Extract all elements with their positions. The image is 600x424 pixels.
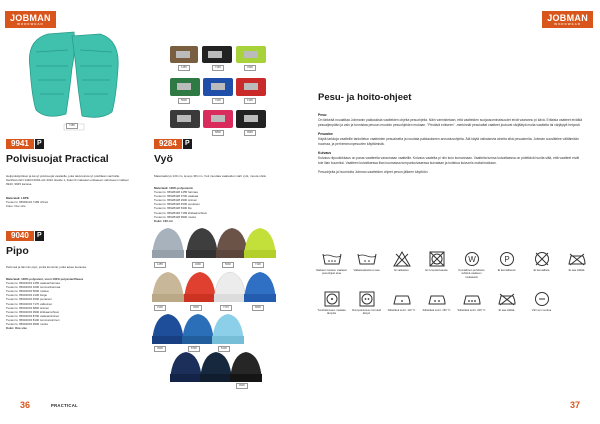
product-code: 9040 [6,231,34,241]
professional-wash-icon [355,290,379,307]
care-icon-label: Silitettävä enint. 200 °C [457,309,486,312]
belts-image [168,42,268,138]
practical-badge: P [35,139,44,149]
care-icon-cell [559,250,594,279]
tumble-dry-icon [425,250,449,267]
spec-line: Tuotenro: 65994104 7189 vihreä [6,200,48,205]
professional-clean-icon [460,250,484,267]
no-iron-dots-icon [495,290,519,307]
care-text-wash: On tärkeää noudattaa Jobmanin pakkauksia vaatteiden ohjeita pesuohjeita. Näin varmistetaan, että vaatteiden suojausominaisuudet eivät vaarannu pi kävä. Erilaisia vaatteet eivätkä pesuaijenpään ja vain ja tunnistaa pesuun muutoin pesuohjeiden mukaan. "Pestävä erikseen" -merkinnät pesukaltat vaatteet joutuvat värjäätyä muita vaatteita tai värjäytyä helposti. [318,118,583,127]
image-caption: 7193 [212,65,224,71]
image-caption: 1455 [154,262,166,268]
care-icon-label: Ei saa silittää [498,309,515,312]
image-caption: 6800 [212,130,224,136]
spec-line: Koko: 130 cm [154,218,173,223]
product-code-badge [6,231,44,241]
jobman-logo [5,11,56,28]
care-heading-detergent: Pesuaine [318,132,333,136]
logo-text: JOBMAN [10,13,51,23]
care-text-note: Pesuohjeita ja huomioita Jobman-vaatteiden ohjeet pesun jälkeen käyttöön. [318,170,429,174]
care-icons-row-1 [314,250,594,279]
care-icon-cell [489,290,524,316]
image-caption: 5600 [222,262,234,268]
knee-pads-image [26,28,122,133]
spec-line: Tuotenro: 65904003 4500 punainen [6,297,52,302]
image-caption: 1455 [178,65,190,71]
right-page [300,0,600,424]
spec-line: Tuotenro: 65904003 8700 vaaleansininen [6,313,60,318]
image-caption: 7200 [212,98,224,104]
svg-text:W: W [467,254,476,264]
image-caption: 2100 [154,305,166,311]
care-heading-drying: Kuivaus [318,151,332,155]
spec-line: Tuotenro: 65928428 3700 vaaleaa [154,194,199,199]
spec-line: Tuotenro: 65904003 7170 valkoinen [6,301,53,306]
spec-line: Materiaali: 100% polyesteriä [154,186,193,190]
care-icon-label: Tumblekuivaus matalaa lämpöä [317,309,346,316]
care-icon-cell [524,250,559,279]
logo-subtext: WORKWEAR [554,22,581,26]
care-icon-cell [454,290,489,316]
image-caption: 8700 [188,346,200,352]
spec-line: Tuotenro: 65904003 3900 kirkkaanvihreä [6,309,59,314]
care-icon-cell [419,250,454,279]
no-dry-clean-icon [530,250,554,267]
section-label: PRACTICAL [51,403,78,408]
care-heading-wash: Pesu: [318,113,328,117]
practical-badge: P [35,231,44,241]
image-caption: 5500 [178,98,190,104]
care-icon-cell [349,290,384,316]
product-title: Pipo [6,245,29,257]
care-icon-cell [524,290,559,316]
spec-line: Tuotenro: 65928428 9900 musta [154,214,196,219]
image-caption: 3900 [154,346,166,352]
care-icon-label: Ei kemiallisesti [497,269,516,272]
product-title: Vyö [154,153,173,165]
spec-line: Tuotenro: 65904003 1455 vaaleanharmaa [6,281,60,286]
wash-60-icon [320,250,344,267]
product-specs [6,277,83,330]
spec-line: Materiaali: LDPE [6,196,29,200]
spec-line: Tuotenro: 65928428 6300 lila [154,206,192,211]
product-specs [154,186,207,223]
image-caption: 7100 [252,262,264,268]
product-code-badge [6,139,44,149]
care-icon-label: Ei rumpukuivausta [425,269,448,272]
logo-text: JOBMAN [547,13,588,23]
care-icon-cell [314,250,349,279]
iron-200-icon [460,290,484,307]
care-icon-label: Vaatteen tuoteen vaatteen pesuohjeet aina [315,269,348,276]
image-caption: 6800 [252,305,264,311]
beanies-image [148,222,278,388]
care-icon-cell [384,250,419,279]
care-instructions-title: Pesu- ja hoito-ohjeet [318,92,412,103]
jobman-logo [542,11,593,28]
care-icon-label: Valkaisuainetta ei saa [353,269,380,272]
image-caption: 7189 [66,123,78,129]
spec-line: Tuotenro: 65904003 5600 ruskea [6,289,49,294]
iron-150-icon [425,290,449,307]
care-icon-cell [314,290,349,316]
spec-line: Koko: One size [6,326,27,331]
product-code: 9284 [154,139,182,149]
spec-line: Tuotenro: 65904003 3200 tummanharmaa [6,285,61,290]
product-code-badge [154,139,192,149]
image-caption: 9999 [244,130,256,136]
product-specs [6,196,48,208]
iron-110-icon [390,290,414,307]
care-text-drying: Kuivaus riipuukirkkaus on paras vaatteeita varaumaan vaatteille. Kuivaus vaatetta pi niin kuin kumannaan. Vaatteita tumsa kuivattaessa on pidettävä huolta siitä, että vaatteet eivät tule liian kuumiksi. Vaatteen kuivattaessa liian kuumassa tumpunkuivaaessa kuivataan ja kutistua kuivumis maksimoidaan. [318,156,580,165]
care-icon-cell [489,250,524,279]
care-icon-label: Rumpukuivaus normaali lämpö [352,309,381,316]
no-wring-icon [530,290,554,307]
care-icon-label: Ei kemiallista [533,269,550,272]
care-text-detergent: Käytä tarkkoja vaatteille tarkoitetun vaatteiden pesuaineita ja noudata pakkaukseen annostusohjeita. Älä käytä valkaisevia aineita eikä pesuaineita. Jobman suosittelee välttämään huomaa, ja perhemmunpesuvien käyttämistä. [318,137,579,146]
spec-line: Tuotenro: 65904003 9900 musta [6,322,48,327]
care-icon-label: Silitettävä enint. 110 °C [387,309,416,312]
image-caption: 9900 [236,383,248,389]
no-bleach-icon [390,250,414,267]
image-caption: 8100 [218,346,230,352]
product-description: Pehmeä ja lämmin pipo, jonka kuviointi, jotka tekee kuvassa. [6,265,87,269]
page-number: 36 [20,400,31,410]
wash-tumble-icon [320,290,344,307]
no-iron-icon [565,250,589,267]
spec-line: Tuotenro: 65904003 6800 sininen [6,305,50,310]
spec-line: Tuotenro: 65928428 2900 sininen [154,198,198,203]
spec-line: Materiaali: 100% polyesteri, vuori 100% polyesteri/fleece [6,277,84,281]
care-icon-label: Ei saa silittää [568,269,585,272]
care-icon-cell [384,290,419,316]
practical-badge: P [183,139,192,149]
care-icon-cell [419,290,454,316]
svg-text:P: P [503,254,510,264]
spec-line: Tuotenro: 65928428 1455 harmaa [154,190,198,195]
spec-line: Tuotenro: 65904003 2100 beige [6,293,48,298]
image-caption: 4500 [190,305,202,311]
product-title: Polvisuojat Practical [6,153,109,165]
care-icon-label: Kemiallinen puhdistus tehtävä vaatteen mukaisesti [458,269,485,279]
image-caption: 3200 [192,262,204,268]
care-icons-row-2 [314,290,594,316]
spec-line: Tuotenro: 65904003 8100 tummansininen [6,317,60,322]
page-number: 37 [569,400,580,410]
spec-line: Tuotenro: 65928428 4500 punainen [154,202,200,207]
dry-clean-p-icon [495,250,519,267]
logo-subtext: WORKWEAR [17,22,44,26]
care-text [318,108,584,175]
product-description: Helppokäyttöiset ja kevyt polvisuojat vaatteille, joka taivutus/venyt polvillaan vanhoille. Sertifioitu EN 14404:2004+A1:2010 tasolle 1, lisäsi ilt maksaan erikaseen vahviseen malleen 9943, 9945 kanssa. [6,174,129,187]
product-description: Materiaalivyö 130 cm, leveys 38 mm. Voit muuttaa vaatteiden värit vyöt, muuta vöitä. [154,174,267,178]
care-icon-label: Silitettävä enint. 150 °C [422,309,451,312]
image-caption: 7170 [220,305,232,311]
care-icon-cell [349,250,384,279]
product-code: 9941 [6,139,34,149]
wash-40-icon [355,250,379,267]
care-icon-label: Ei valkaisua [394,269,409,272]
care-icon-label: Väri voi muuttua [531,309,552,312]
care-icon-cell [454,250,489,279]
image-caption: 1300 [244,98,256,104]
spec-line: Tuotenro: 65928428 7199 kirkkaanvihreä [154,210,207,215]
spec-line: Koko: One size [6,204,26,209]
image-caption: 3300 [244,65,256,71]
